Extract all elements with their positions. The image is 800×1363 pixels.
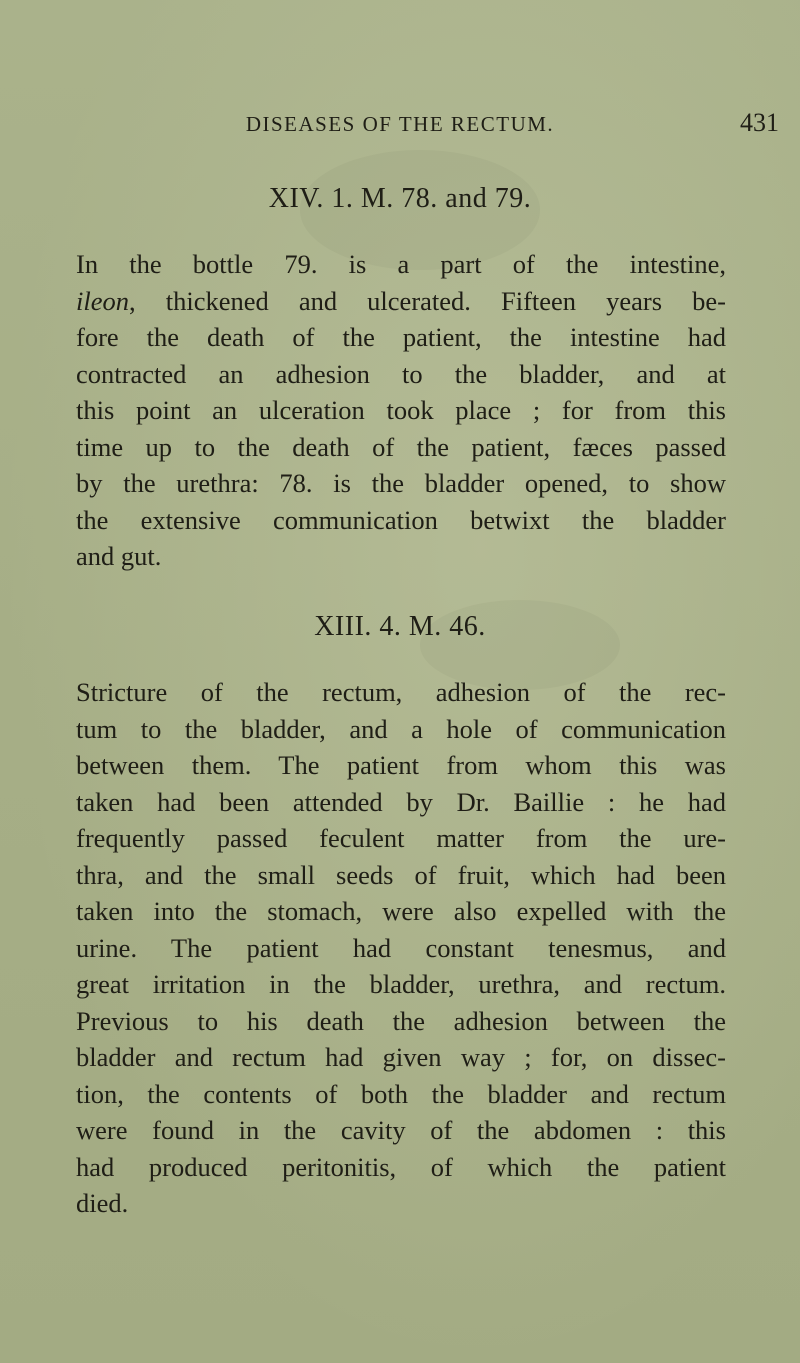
text-line: great irritation in the bladder, urethra, and rectum.: [76, 969, 726, 999]
text-line: time up to the death of the patient, fæces passed: [76, 431, 726, 462]
text-line: Previous to his death the adhesion between the: [76, 1005, 726, 1036]
page-number: 431: [740, 108, 779, 137]
text-line: urine. The patient had constant tenesmus, and: [76, 932, 726, 963]
text-line: thra, and the small seeds of fruit, which had been: [76, 859, 726, 890]
text-line: between them. The patient from whom this was: [76, 750, 726, 780]
text-line: ileon, thickened and ulcerated. Fifteen years be-: [76, 285, 726, 316]
text-line: were found in the cavity of the abdomen : this: [76, 1115, 726, 1145]
text-line: Stricture of the rectum, adhesion of the rec-: [76, 677, 726, 707]
text-line: frequently passed feculent matter from the ure-: [76, 823, 726, 853]
text-line: this point an ulceration took place ; for from this: [76, 395, 726, 425]
text-line: In the bottle 79. is a part of the intestine,: [76, 249, 726, 279]
text-line: died.: [76, 1188, 129, 1218]
running-title: DISEASES OF THE RECTUM.: [245, 112, 555, 136]
text-line: tion, the contents of both the bladder and rectum: [76, 1078, 726, 1109]
text-line: by the urethra: 78. is the bladder opened, to show: [76, 468, 726, 498]
italic-term: ileon: [76, 285, 129, 316]
text-line: had produced peritonitis, of which the patient: [76, 1151, 726, 1182]
text-line: taken into the stomach, were also expelled with the: [76, 896, 726, 926]
section-heading: XIII. 4. M. 46.: [314, 611, 486, 642]
text-line: tum to the bladder, and a hole of communication: [76, 713, 726, 744]
text-line: bladder and rectum had given way ; for, on dissec-: [76, 1042, 726, 1072]
section-heading: XIV. 1. M. 78. and 79.: [268, 183, 532, 214]
text-line: contracted an adhesion to the bladder, and at: [76, 358, 726, 389]
paragraph: [76, 674, 726, 1222]
text-line: and gut.: [76, 541, 162, 571]
text-line: taken had been attended by Dr. Baillie : he had: [76, 786, 726, 817]
text-line: the extensive communication betwixt the bladder: [76, 504, 726, 535]
running-head: [0, 108, 800, 148]
text-line: fore the death of the patient, the intestine had: [76, 322, 726, 352]
paragraph: [76, 246, 726, 575]
